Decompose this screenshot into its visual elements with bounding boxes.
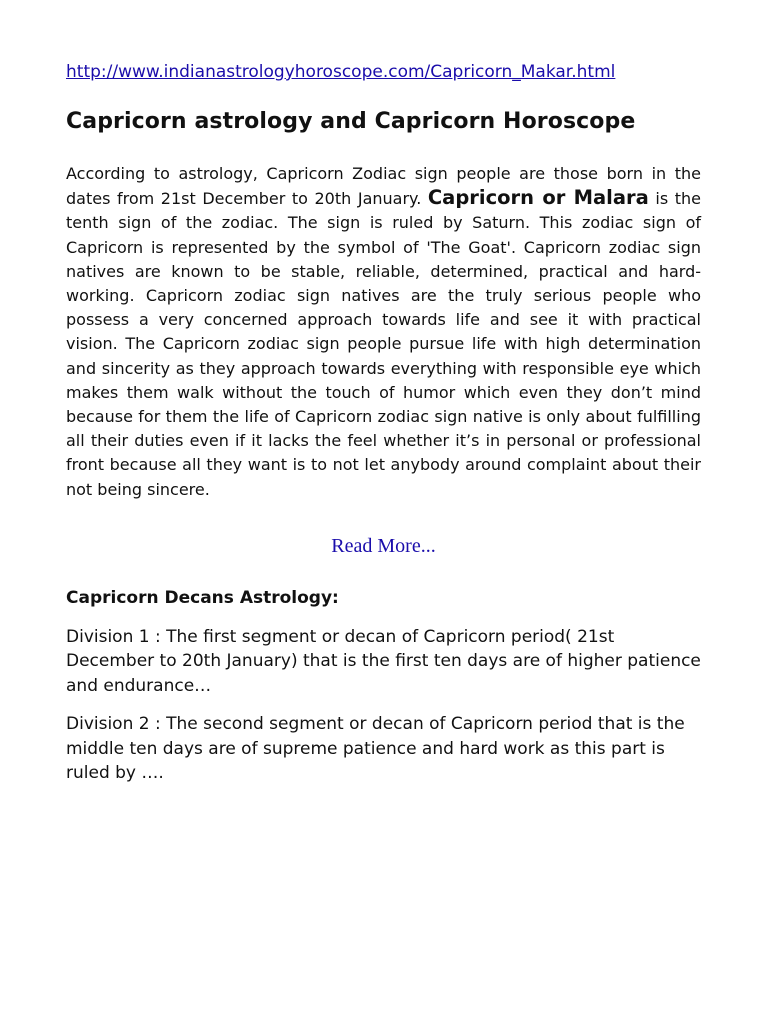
page-title: Capricorn astrology and Capricorn Horoscope (66, 109, 636, 134)
intro-paragraph (66, 162, 701, 502)
intro-text-part-1: According to astrology, Capricorn Zodiac sign people are those born in the dates from 21st December to 20th January. (66, 164, 701, 209)
intro-text-part-2: is the tenth sign of the zodiac. The sign is ruled by Saturn. This zodiac sign of Capricorn is represented by the symbol of 'The Goat'. Capricorn zodiac sign natives are known to be stable, reliable, determined, practical and hard-working. Capricorn zodiac sign natives are the truly serious people who possess a very concerned approach towards life and see it with practical vision. The Capricorn zodiac sign people pursue life with high determination and sincerity as they approach towards everything with responsible eye which makes them walk without the touch of humor which even they don’t mind because for them the life of Capricorn zodiac sign native is only about fulfilling all their duties even if it lacks the feel whether it’s in personal or professional front because all they want is to not let anybody around complaint about their not being sincere. (66, 189, 701, 499)
division-2-paragraph: Division 2 : The second segment or decan of Capricorn period that is the middle ten days are of supreme patience and hard work as this part is ruled by …. (66, 714, 685, 784)
read-more-ellipsis: ... (420, 534, 436, 557)
decans-heading: Capricorn Decans Astrology: (66, 587, 339, 608)
intro-emphasis: Capricorn or Malara (427, 186, 649, 210)
read-more-link[interactable]: Read More (331, 534, 421, 557)
document-page (66, 60, 701, 786)
division-1-paragraph: Division 1 : The first segment or decan of Capricorn period( 21st December to 20th January) that is the first ten days are of higher patience and endurance… (66, 626, 701, 696)
source-url-link[interactable]: http://www.indianastrologyhoroscope.com/Capricorn_Makar.html (66, 62, 616, 82)
read-more-row (66, 530, 701, 561)
